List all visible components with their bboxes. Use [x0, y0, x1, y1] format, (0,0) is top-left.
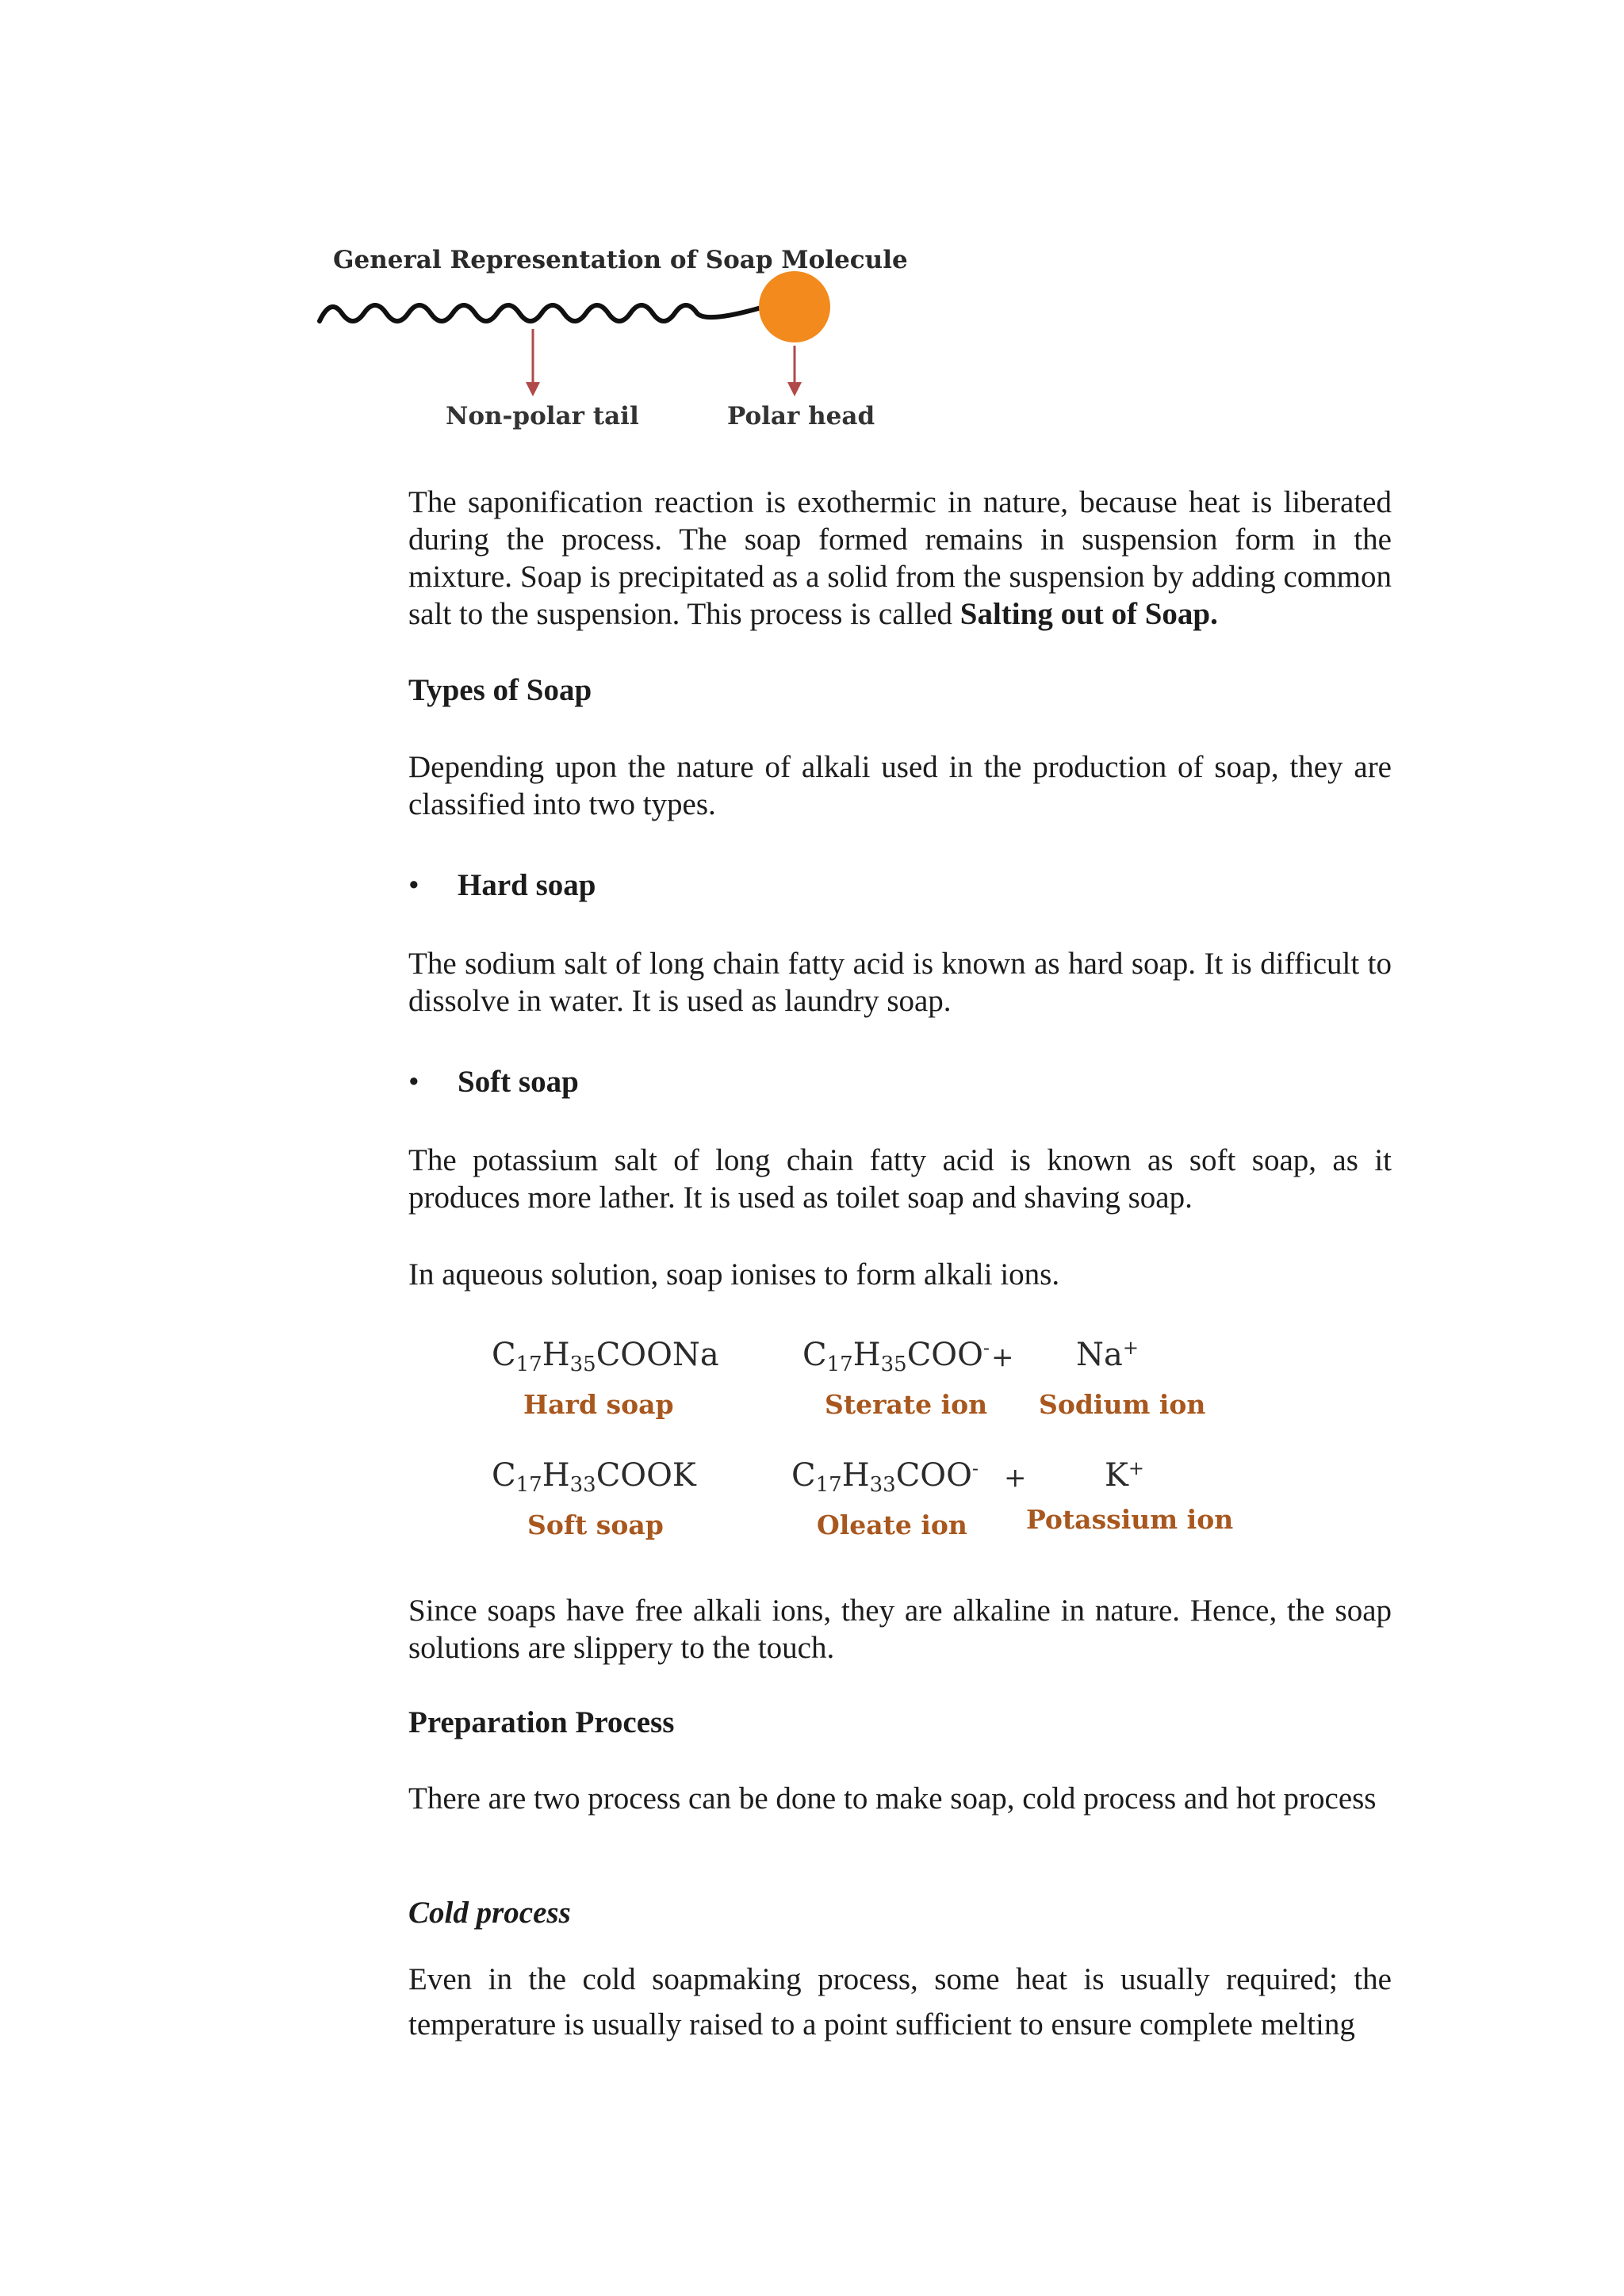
oleate-ion-formula: $C_{17}H_{33}COO^-$ — [791, 1457, 979, 1497]
polar-head-label: Polar head — [727, 402, 875, 430]
stearate-ion-label: Sterate ion — [825, 1389, 988, 1420]
soap-molecule-figure — [313, 238, 908, 444]
hard-soap-label: Hard soap — [523, 1389, 674, 1420]
head-arrow-head — [787, 382, 802, 396]
hard-soap-paragraph: The sodium salt of long chain fatty acid is known as hard soap. It is difficult to dissolve in water. It is used as laundry soap. — [408, 947, 1392, 1018]
cold-process-paragraph: Even in the cold soapmaking process, some heat is usually required; the temperature is usually raised to a point sufficient to ensure complete melting — [408, 1962, 1392, 2042]
oleate-ion-label: Oleate ion — [817, 1510, 967, 1540]
potassium-ion-formula: K+ — [1105, 1457, 1144, 1494]
aqueous-solution-paragraph: In aqueous solution, soap ionises to form alkali ions. — [408, 1257, 1060, 1292]
saponification-text: The saponification reaction is exothermic in nature, because heat is liberated during the process. The soap formed remains in suspension form in the mixture. Soap is precipitated as a solid from the suspension by adding common salt to the suspension. This process is called — [408, 485, 1392, 631]
potassium-ion-label: Potassium ion — [1026, 1504, 1234, 1535]
plus-sign-row2: + — [1004, 1462, 1027, 1494]
preparation-process-heading: Preparation Process — [408, 1705, 675, 1739]
soft-soap-paragraph: The potassium salt of long chain fatty acid is known as soft soap, as it produces more lather. It is used as toilet soap and shaving soap. — [408, 1143, 1392, 1215]
sodium-ion-label: Sodium ion — [1039, 1389, 1206, 1420]
soft-soap-heading: Soft soap — [458, 1065, 579, 1099]
cold-process-heading: Cold process — [408, 1896, 571, 1930]
bullet-soft-soap: • — [408, 1065, 419, 1099]
bullet-hard-soap: • — [408, 868, 419, 902]
hard-soap-heading: Hard soap — [458, 868, 596, 902]
polar-head-circle — [759, 271, 830, 342]
types-intro-paragraph: Depending upon the nature of alkali used in the production of soap, they are classified into two types. — [408, 750, 1392, 821]
types-of-soap-heading: Types of Soap — [408, 673, 592, 707]
sodium-ion-formula: Na+ — [1076, 1337, 1139, 1373]
stearate-ion-formula: $C_{17}H_{35}COO^-$ — [802, 1337, 990, 1376]
alkaline-nature-paragraph: Since soaps have free alkali ions, they are alkaline in nature. Hence, the soap solutions are slippery to the touch. — [408, 1594, 1392, 1665]
plus-sign-row1: + — [991, 1341, 1014, 1373]
preparation-process-paragraph: There are two process can be done to make soap, cold process and hot process — [408, 1781, 1377, 1816]
salting-out-term: Salting out of Soap. — [959, 597, 1218, 631]
tail-arrow-head — [526, 382, 540, 396]
soft-soap-label: Soft soap — [527, 1510, 664, 1540]
saponification-paragraph — [408, 484, 1392, 633]
non-polar-tail-label: Non-polar tail — [446, 402, 639, 430]
figure-title: General Representation of Soap Molecule — [333, 246, 908, 274]
soft-soap-formula: $C_{17}H_{33}COOK$ — [492, 1457, 696, 1497]
non-polar-tail-wave — [320, 305, 761, 321]
hard-soap-formula: $C_{17}H_{35}COONa$ — [492, 1337, 719, 1376]
